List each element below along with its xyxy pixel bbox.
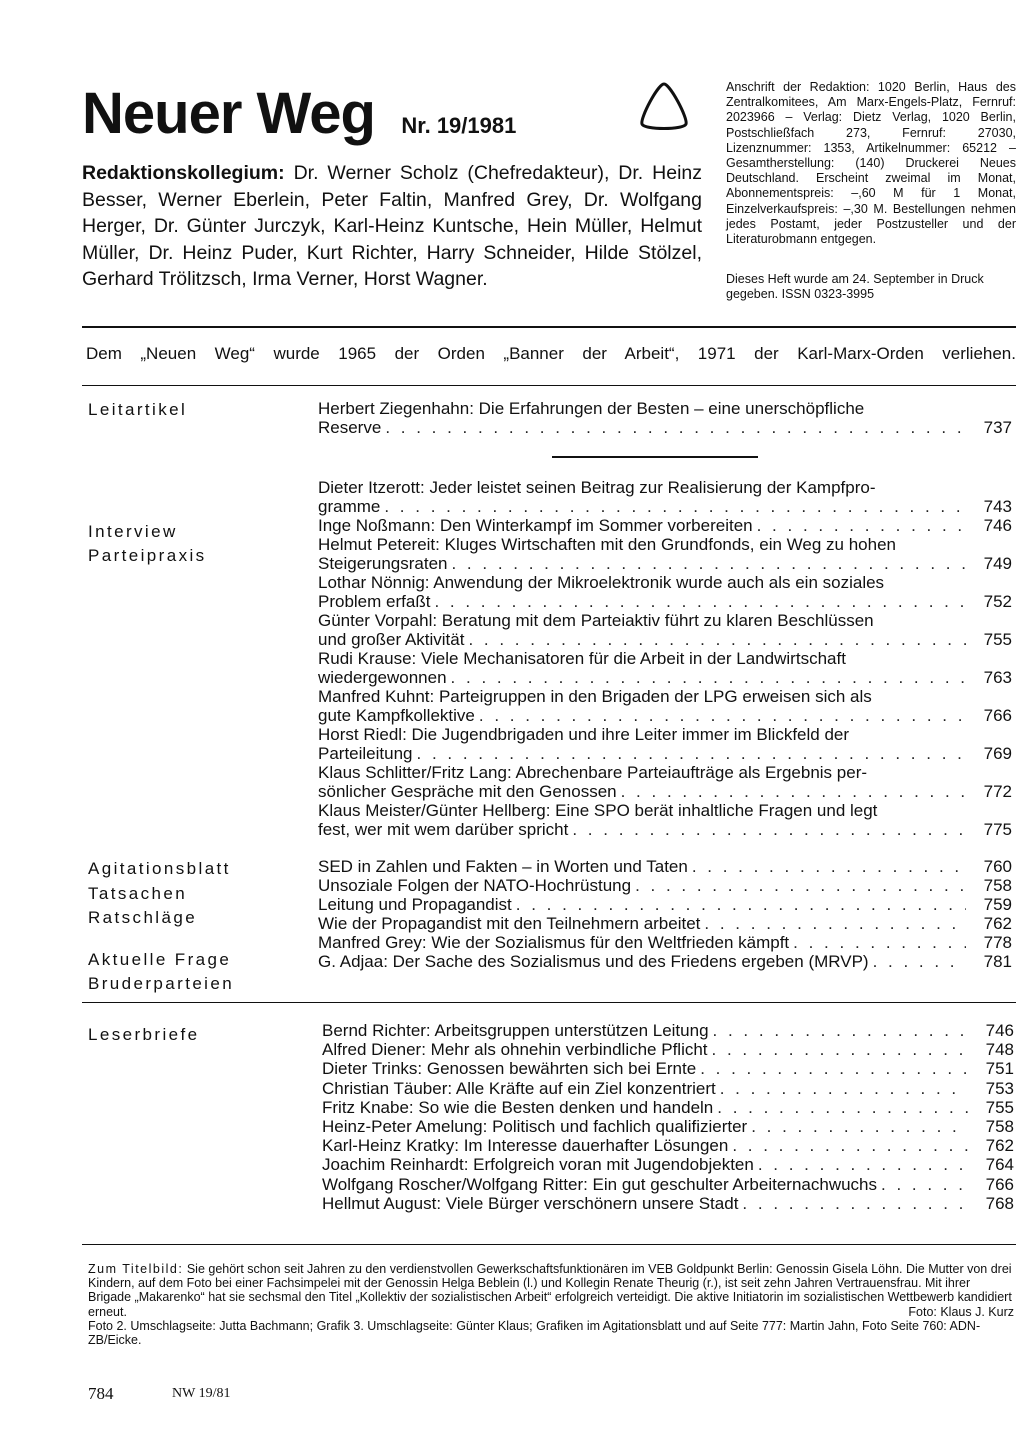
caption-lead: Zum Titelbild: <box>88 1262 184 1276</box>
editorial-board <box>82 160 702 293</box>
toc-entry-line: Manfred Kuhnt: Parteigruppen in den Brigaden der LPG erweisen sich als <box>318 687 872 706</box>
magazine-title: Neuer Weg <box>82 81 375 146</box>
toc-entry <box>322 1175 1014 1194</box>
toc-entry-last-line <box>318 744 1012 763</box>
toc-entry-last-line <box>318 706 1012 725</box>
toc-page-number: 769 <box>983 744 1012 763</box>
toc-entry-title: G. Adjaa: Der Sache des Sozialismus und des Friedens ergeben (MRVP) <box>318 952 869 971</box>
toc-page-number: 749 <box>983 554 1012 573</box>
dot-leader <box>873 952 966 971</box>
toc-entry <box>322 1117 1014 1136</box>
toc-entry-title: Joachim Reinhardt: Erfolgreich voran mit Jugendobjekten <box>322 1155 754 1175</box>
divider-lower <box>82 1002 1016 1003</box>
toc-page-number: 748 <box>985 1040 1014 1060</box>
toc-entry-title: Fritz Knabe: So wie die Besten denken und handeln <box>322 1097 714 1117</box>
divider-award <box>82 385 1016 386</box>
toc-entry-title: Parteileitung <box>318 744 413 763</box>
toc-entry-last-line <box>318 876 1012 895</box>
dot-leader <box>758 1155 968 1174</box>
toc-page-number: 763 <box>983 668 1012 687</box>
toc-entry-last-line <box>318 952 1012 971</box>
toc-entry-title: sönlicher Gespräche mit den Genossen <box>318 782 617 801</box>
dot-leader <box>621 782 966 801</box>
dot-leader <box>572 820 966 839</box>
toc-entry <box>322 1079 1014 1098</box>
toc-entry-title: Problem erfaßt <box>318 592 431 611</box>
toc-entry <box>322 1155 1014 1174</box>
toc-entry <box>318 535 1012 573</box>
cover-caption <box>88 1262 1014 1347</box>
section-ratschlaege: Ratschläge <box>88 908 198 927</box>
toc-page-number: 751 <box>985 1059 1014 1079</box>
toc-entry-title: Wie der Propagandist mit den Teilnehmern arbeitet <box>318 914 701 933</box>
toc-entry-last-line <box>322 1059 1014 1078</box>
toc-entry-last-line <box>318 554 1012 573</box>
toc-entry-last-line <box>318 933 1012 952</box>
dot-leader <box>720 1079 968 1098</box>
toc-entry-line: Dieter Itzerott: Jeder leistet seinen Beitrag zur Realisierung der Kampfpro- <box>318 478 876 497</box>
toc-entry <box>318 801 1012 839</box>
toc-entry-last-line <box>318 895 1012 914</box>
dot-leader <box>479 706 966 725</box>
divider-short <box>552 456 758 458</box>
toc-page-number: 760 <box>983 857 1012 876</box>
toc-page-number: 758 <box>983 876 1012 895</box>
section-agitationsblatt: Agitationsblatt <box>88 859 231 878</box>
toc-page-number: 746 <box>985 1021 1014 1040</box>
toc-entry <box>318 952 1012 971</box>
toc-entry <box>322 1098 1014 1117</box>
toc-entry-title: Dieter Trinks: Genossen bewährten sich bei Ernte <box>322 1059 697 1079</box>
toc-entry-line: Klaus Meister/Günter Hellberg: Eine SPO berät inhaltliche Fragen und legt <box>318 801 878 820</box>
dot-leader <box>742 1194 968 1213</box>
toc-leserbriefe <box>322 1021 1014 1213</box>
toc-page-number: 755 <box>985 1097 1014 1117</box>
toc-entry <box>318 725 1012 763</box>
toc-entry-title: Bernd Richter: Arbeitsgruppen unterstützen Leitung <box>322 1021 709 1040</box>
section-aktuelle-frage: Aktuelle Frage <box>88 950 232 969</box>
toc-entry-title: Inge Noßmann: Den Winterkampf im Sommer vorbereiten <box>318 516 753 535</box>
dot-leader <box>732 1136 968 1155</box>
toc-entry-title: Leitung und Propagandist <box>318 895 512 914</box>
toc-entry-last-line <box>322 1194 1014 1213</box>
toc-page-number: 781 <box>983 952 1012 971</box>
toc-entry <box>322 1021 1014 1040</box>
toc-entry-title: gute Kampfkollektive <box>318 706 475 725</box>
dot-leader <box>713 1021 968 1040</box>
toc-entry-title: gramme <box>318 497 381 516</box>
toc-page-number: 753 <box>985 1078 1014 1098</box>
toc-page-number: 743 <box>983 497 1012 516</box>
section-bruderparteien: Bruderparteien <box>88 974 235 993</box>
toc-lower <box>318 857 1012 971</box>
toc-entry-last-line <box>322 1117 1014 1136</box>
toc-entry-line: Lothar Nönnig: Anwendung der Mikroelektronik wurde auch als ein soziales <box>318 573 885 592</box>
toc-entry-title: Heinz-Peter Amelung: Politisch und fachlich qualifizierter <box>322 1117 748 1137</box>
toc-entry-line: Günter Vorpahl: Beratung mit dem Parteiaktiv führt zu klaren Beschlüssen <box>318 611 874 630</box>
toc-entry <box>322 1194 1014 1213</box>
dot-leader <box>751 1117 968 1136</box>
dot-leader <box>451 554 966 573</box>
toc-entry-last-line <box>322 1155 1014 1174</box>
toc-page-number: 762 <box>985 1136 1014 1156</box>
toc-entry-title: Wolfgang Roscher/Wolfgang Ritter: Ein gut geschulter Arbeiternachwuchs <box>322 1174 877 1194</box>
print-note: Dieses Heft wurde am 24. September in Druck gegeben. ISSN 0323-3995 <box>726 272 984 302</box>
toc-entry <box>318 611 1012 649</box>
triangle-logo-icon <box>636 80 692 132</box>
toc-entry-last-line <box>318 630 1012 649</box>
toc-entry-line: Helmut Petereit: Kluges Wirtschaften mit den Grundfonds, ein Weg zu hohen <box>318 535 896 554</box>
toc-main <box>318 478 1012 839</box>
dot-leader <box>793 933 966 952</box>
dot-leader <box>635 876 966 895</box>
toc-page-number: 752 <box>983 592 1012 611</box>
dot-leader <box>712 1040 968 1059</box>
issue-number: Nr. 19/1981 <box>401 113 517 138</box>
section-parteipraxis: Parteipraxis <box>88 546 207 565</box>
toc-entry-title: fest, wer mit wem darüber spricht <box>318 820 569 839</box>
dot-leader <box>468 630 966 649</box>
section-interview: Interview <box>88 522 178 541</box>
toc-entry-last-line <box>322 1098 1014 1117</box>
toc-page-number: 758 <box>985 1117 1014 1137</box>
footer-issue: NW 19/81 <box>172 1386 231 1401</box>
toc-leitartikel <box>318 399 1012 437</box>
toc-entry-last-line <box>322 1079 1014 1098</box>
toc-entry-title: wiedergewonnen <box>318 668 447 687</box>
toc-entry-last-line <box>322 1040 1014 1059</box>
toc-entry-last-line <box>318 914 1012 933</box>
dot-leader <box>384 497 966 516</box>
toc-entry <box>318 573 1012 611</box>
toc-entry-title: Manfred Grey: Wie der Sozialismus für den Weltfrieden kämpft <box>318 933 790 952</box>
dot-leader <box>717 1098 968 1117</box>
toc-entry-line: Horst Riedl: Die Jugendbrigaden und ihre Leiter immer im Blickfeld der <box>318 725 850 744</box>
section-leitartikel: Leitartikel <box>88 400 188 419</box>
toc-page-number: 772 <box>983 782 1012 801</box>
toc-entry-last-line <box>318 592 1012 611</box>
toc-page-number: 762 <box>983 914 1012 933</box>
toc-entry-title: Unsoziale Folgen der NATO-Hochrüstung <box>318 876 632 895</box>
toc-entry <box>318 895 1012 914</box>
toc-entry <box>318 933 1012 952</box>
toc-entry <box>318 687 1012 725</box>
toc-entry <box>318 478 1012 516</box>
toc-entry-last-line <box>322 1175 1014 1194</box>
toc-page-number: 766 <box>985 1174 1014 1194</box>
toc-entry-last-line <box>318 497 1012 516</box>
toc-page-number: 764 <box>985 1155 1014 1175</box>
toc-page-number: 746 <box>983 516 1012 535</box>
toc-entry <box>318 649 1012 687</box>
toc-entry <box>318 399 1012 437</box>
dot-leader <box>434 592 966 611</box>
toc-entry-last-line <box>318 857 1012 876</box>
divider-caption <box>82 1244 1016 1245</box>
toc-entry <box>318 914 1012 933</box>
toc-entry-last-line <box>322 1021 1014 1040</box>
masthead <box>82 80 516 147</box>
section-tatsachen: Tatsachen <box>88 884 188 903</box>
page-number: 784 <box>88 1384 114 1403</box>
dot-leader <box>757 516 966 535</box>
publisher-address: Anschrift der Redaktion: 1020 Berlin, Haus des Zentralkomitees, Am Marx-Engels-Platz, Fernruf: 2023966 – Verlag: Dietz Verlag, 1020 Berlin, Postschließfach 273, Fernruf: 27030, Lizenznummer: 1353, Artikelnummer: 65212 – Gesamtherstellung: (140) Druckerei Neues Deutschland. Erscheint zweimal im Monat, Abonnementspreis: –,60 M für 1 Monat, Einzelverkaufspreis: –,30 M. Bestellungen nehmen jedes Postamt, jeder Postzusteller und der Literaturobmann entgegen. <box>726 80 1016 247</box>
dot-leader <box>700 1059 968 1078</box>
toc-page-number: 766 <box>983 706 1012 725</box>
toc-entry-last-line <box>318 782 1012 801</box>
dot-leader <box>385 418 966 437</box>
toc-page-number: 775 <box>983 820 1012 839</box>
toc-entry <box>322 1136 1014 1155</box>
section-leserbriefe: Leserbriefe <box>88 1025 200 1044</box>
toc-entry-last-line <box>318 516 1012 535</box>
divider-top <box>82 326 1016 328</box>
toc-page-number: 759 <box>983 895 1012 914</box>
toc-entry-last-line <box>318 668 1012 687</box>
award-note: Dem „Neuen Weg“ wurde 1965 der Orden „Banner der Arbeit“, 1971 der Karl-Marx-Orden verliehen. <box>86 344 1016 363</box>
toc-page-number: 768 <box>985 1193 1014 1213</box>
toc-entry <box>318 876 1012 895</box>
toc-entry-line: Herbert Ziegenhahn: Die Erfahrungen der Besten – eine unerschöpfliche <box>318 399 865 418</box>
toc-entry-line: Klaus Schlitter/Fritz Lang: Abrechenbare Parteiaufträge als Ergebnis per- <box>318 763 868 782</box>
toc-entry <box>322 1059 1014 1078</box>
toc-entry <box>318 516 1012 535</box>
toc-entry <box>318 763 1012 801</box>
toc-entry-title: Reserve <box>318 418 382 437</box>
toc-entry <box>322 1040 1014 1059</box>
toc-page-number: 778 <box>983 933 1012 952</box>
dot-leader <box>881 1175 968 1194</box>
toc-entry-title: Hellmut August: Viele Bürger verschönern unsere Stadt <box>322 1193 739 1213</box>
toc-entry-title: Alfred Diener: Mehr als ohnehin verbindliche Pflicht <box>322 1040 708 1060</box>
toc-entry-title: SED in Zahlen und Fakten – in Worten und Taten <box>318 857 688 876</box>
board-label: Redaktionskollegium: <box>82 162 285 184</box>
toc-page-number: 737 <box>983 418 1012 437</box>
dot-leader <box>417 744 966 763</box>
toc-entry-title: Karl-Heinz Kratky: Im Interesse dauerhafter Lösungen <box>322 1136 729 1156</box>
dot-leader <box>451 668 966 687</box>
dot-leader <box>516 895 966 914</box>
board-members: Dr. Werner Scholz (Chefredakteur), Dr. Heinz Besser, Werner Eberlein, Peter Faltin, Manfred Grey, Dr. Wolfgang Herger, Dr. Günter Jurczyk, Karl-Heinz Kuntsche, Hein Müller, Helmut Müller, Dr. Heinz Puder, Kurt Richter, Harry Schneider, Hilde Stölzel, Gerhard Trölitzsch, Irma Verner, Horst Wagner. <box>82 162 702 290</box>
dot-leader <box>692 857 966 876</box>
toc-entry-last-line <box>318 418 1012 437</box>
toc-entry-last-line <box>322 1136 1014 1155</box>
toc-entry-title: Steigerungsraten <box>318 554 448 573</box>
toc-entry-title: und großer Aktivität <box>318 630 465 649</box>
toc-page-number: 755 <box>983 630 1012 649</box>
toc-entry-line: Rudi Krause: Viele Mechanisatoren für die Arbeit in der Landwirtschaft <box>318 649 846 668</box>
toc-entry-last-line <box>318 820 1012 839</box>
photo-credit: Foto: Klaus J. Kurz <box>908 1304 1014 1319</box>
toc-entry <box>318 857 1012 876</box>
photo-credits-line: Foto 2. Umschlagseite: Jutta Bachmann; Grafik 3. Umschlagseite: Günter Klaus; Grafiken im Agitationsblatt und auf Seite 777: Martin Jahn, Foto Seite 760: ADN-ZB/Eicke. <box>88 1318 981 1348</box>
dot-leader <box>704 914 966 933</box>
toc-entry-title: Christian Täuber: Alle Kräfte auf ein Ziel konzentriert <box>322 1078 716 1098</box>
caption-text: Sie gehört schon seit Jahren zu den verdienstvollen Gewerkschaftsfunktionären im VEB Goldpunkt Berlin: Genossin Gisela Löhn. Die Mutter von drei Kindern, auf dem Foto bei einer Fachsimpelei mit der Genossin Helga Beblein (l.) und Kollegin Renate Theurig (r.), ist seit zehn Jahren Vertrauensfrau. Mit ihrer Brigade „Makarenko“ hat sie sechsmal den Titel „Kollektiv der sozialistischen Arbeit“ erfolgreich verteidigt. Die aktive Initiatorin im sozialistischen Wettbewerb kandidiert erneut. <box>88 1262 1012 1319</box>
